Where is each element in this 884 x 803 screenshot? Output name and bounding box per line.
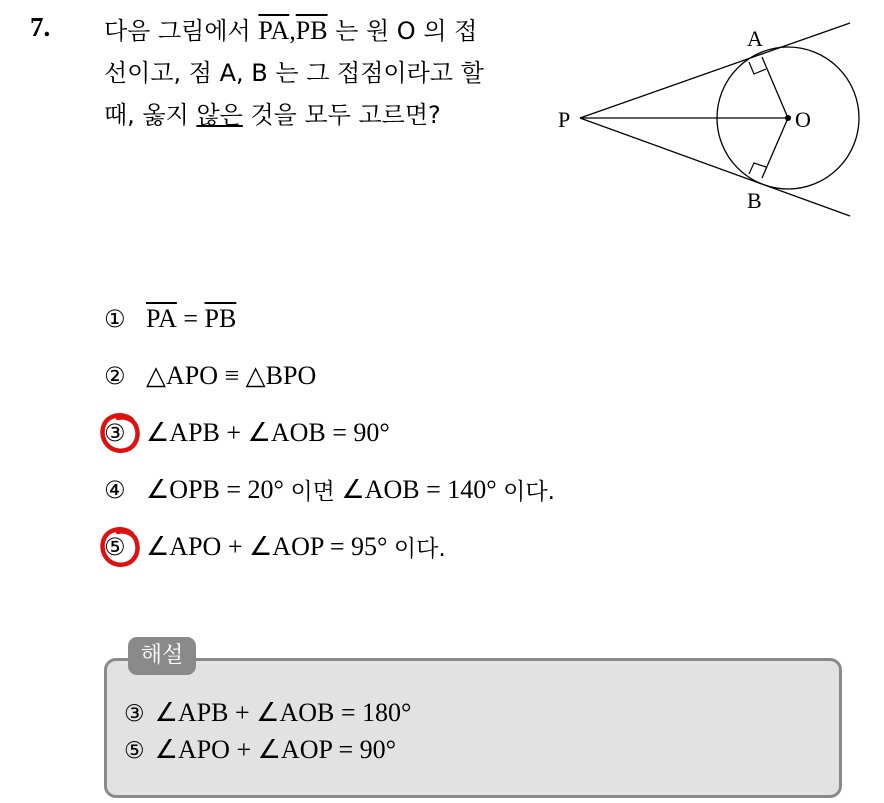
radius-ob bbox=[762, 118, 788, 178]
segment-pa: $\overline{PA}$ bbox=[258, 16, 290, 45]
figure-svg bbox=[550, 10, 870, 230]
choice-4-ko1: 이면 bbox=[290, 479, 335, 505]
question-line-1-pre: 다음 그림에서 bbox=[104, 17, 259, 45]
choice-list bbox=[104, 290, 555, 575]
label-a: A bbox=[747, 26, 763, 51]
choice-4-text: ∠OPB = 20° bbox=[146, 474, 291, 504]
comma: , bbox=[289, 16, 296, 45]
choice-1-seg-left: $\overline{PA}$ bbox=[146, 303, 177, 333]
choice-1[interactable] bbox=[104, 290, 555, 347]
choice-4-ko2: 이다. bbox=[503, 479, 555, 505]
tangent-line-pa bbox=[580, 23, 850, 118]
solution-line-number: ③ bbox=[124, 701, 145, 727]
choice-2[interactable] bbox=[104, 347, 555, 404]
solution-line-2 bbox=[124, 732, 411, 769]
point-o-dot bbox=[785, 115, 791, 121]
choice-number: ② bbox=[104, 361, 126, 390]
question-line-3 bbox=[104, 94, 534, 136]
label-o: O bbox=[795, 107, 811, 132]
question-line-2: 선이고, 점 A, B 는 그 접점이라고 할 bbox=[104, 59, 484, 87]
solution-tag: 해설 bbox=[128, 637, 196, 675]
choice-4-text2: ∠AOB = 140° bbox=[334, 474, 504, 504]
choice-1-seg-right: $\overline{PB}$ bbox=[204, 303, 237, 333]
choice-3-text: ∠APB + ∠AOB = 90° bbox=[146, 417, 390, 447]
choice-2-text: △APO ≡ △BPO bbox=[146, 360, 317, 390]
red-circle-mark-icon bbox=[96, 408, 146, 458]
solution-line-1 bbox=[124, 695, 411, 732]
label-p: P bbox=[558, 107, 571, 132]
tangent-figure bbox=[550, 10, 870, 230]
underlined-word: 않은 bbox=[196, 101, 243, 129]
choice-5[interactable] bbox=[104, 518, 555, 575]
solution-lines bbox=[124, 695, 411, 769]
solution-line-text: ∠APO + ∠AOP = 90° bbox=[154, 735, 397, 764]
solution-line-number: ⑤ bbox=[124, 738, 145, 764]
question-line-3-pre: 때, 옳지 bbox=[104, 101, 197, 129]
question-line-3-post: 것을 모두 고르면? bbox=[242, 101, 441, 129]
question-text bbox=[104, 10, 534, 136]
question-line-1-post: 는 원 O 의 접 bbox=[327, 17, 478, 45]
choice-5-text: ∠APO + ∠AOP = 95° bbox=[146, 531, 394, 561]
choice-number: ③ bbox=[104, 418, 126, 447]
tangent-line-pb bbox=[580, 118, 850, 216]
label-b: B bbox=[747, 188, 762, 213]
choice-1-eq: = bbox=[176, 303, 205, 333]
choice-5-ko1: 이다. bbox=[393, 536, 446, 562]
segment-pb: $\overline{PB}$ bbox=[295, 16, 328, 45]
solution-line-text: ∠APB + ∠AOB = 180° bbox=[154, 698, 412, 727]
choice-number: ④ bbox=[104, 475, 126, 504]
question-line-1 bbox=[104, 10, 534, 52]
right-angle-b bbox=[749, 163, 766, 174]
choice-number: ① bbox=[104, 304, 126, 333]
right-angle-a bbox=[749, 62, 766, 74]
radius-oa bbox=[762, 57, 788, 118]
choice-4[interactable] bbox=[104, 461, 555, 518]
question-number: 7. bbox=[30, 12, 51, 42]
red-circle-mark-icon bbox=[96, 522, 146, 572]
choice-number: ⑤ bbox=[104, 532, 126, 561]
choice-3[interactable] bbox=[104, 404, 555, 461]
